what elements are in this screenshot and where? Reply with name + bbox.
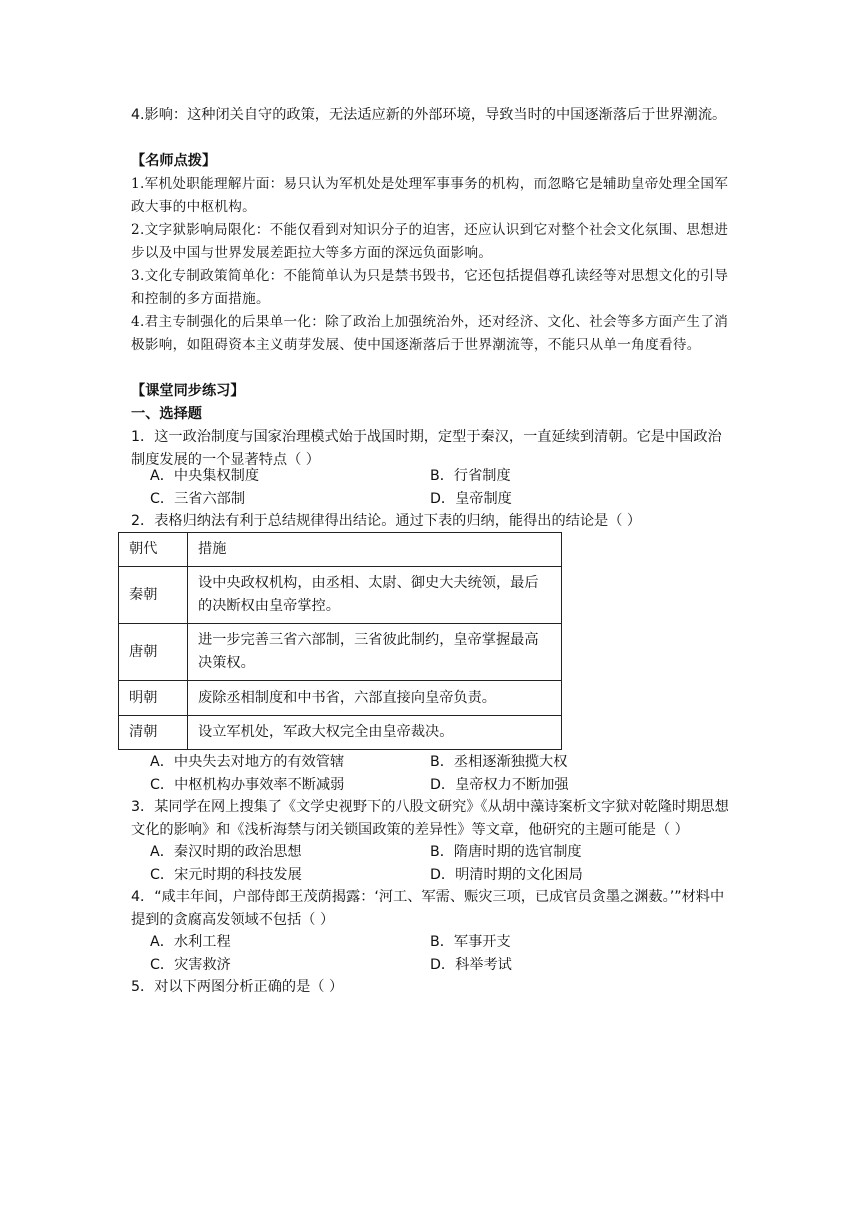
question-4-option-a: A．水利工程 — [150, 934, 231, 950]
question-3-stem: 3．某同学在网上搜集了《文学史视野下的八股文研究》《从胡中藻诗案析文字狱对乾隆时期思想文化的影响》和《浅析海禁与闭关锁国政策的差异性》等文章，他研究的主题可能是（ ） — [131, 799, 729, 838]
table-header-dynasty: 朝代 — [119, 533, 188, 567]
practice-heading: 【课堂同步练习】 — [131, 383, 245, 399]
question-4-stem: 4．“咸丰年间，户部侍郎王茂荫揭露：‘河工、军需、赈灾三项，已成官员贪墨之渊薮。’”材料中提到的贪腐高发领域不包括（ ） — [131, 889, 725, 928]
tip-item-1: 1.军机处职能理解片面：易只认为军机处是处理军事事务的机构，而忽略它是辅助皇帝处理全国军政大事的中枢机构。 — [131, 176, 729, 215]
question-1-option-a: A．中央集权制度 — [150, 468, 260, 484]
question-2-option-d: D．皇帝权力不断加强 — [430, 777, 569, 793]
question-2-option-a: A．中央失去对地方的有效管辖 — [150, 754, 345, 770]
table-cell-measure: 设中央政权机构，由丞相、太尉、御史大夫统领，最后的决断权由皇帝掌控。 — [188, 567, 562, 624]
table-header-row — [119, 533, 562, 567]
table-cell-dynasty: 唐朝 — [119, 624, 188, 681]
table-row — [119, 681, 562, 716]
influence-paragraph: 4.影响：这种闭关自守的政策，无法适应新的外部环境，导致当时的中国逐渐落后于世界潮流。 — [131, 107, 727, 123]
question-5-stem: 5．对以下两图分析正确的是（ ） — [131, 979, 344, 995]
table-header-measures: 措施 — [188, 533, 562, 567]
question-2-stem: 2．表格归纳法有利于总结规律得出结论。通过下表的归纳，能得出的结论是（ ） — [131, 513, 642, 529]
table-cell-measure: 废除丞相制度和中书省，六部直接向皇帝负责。 — [188, 681, 562, 716]
question-1-option-c: C．三省六部制 — [150, 491, 246, 507]
tip-item-4: 4.君主专制强化的后果单一化：除了政治上加强统治外，还对经济、文化、社会等多方面产生了消极影响，如阻碍资本主义萌芽发展、使中国逐渐落后于世界潮流等，不能只从单一角度看待。 — [131, 314, 729, 353]
table-cell-dynasty: 秦朝 — [119, 567, 188, 624]
question-2-option-b: B．丞相逐渐独揽大权 — [430, 754, 568, 770]
question-3-option-c: C．宋元时期的科技发展 — [150, 867, 302, 883]
question-3-option-d: D．明清时期的文化困局 — [430, 867, 583, 883]
table-row — [119, 716, 562, 750]
question-4-option-d: D．科举考试 — [430, 957, 512, 973]
section-title: 一、选择题 — [131, 406, 202, 422]
table-cell-dynasty: 明朝 — [119, 681, 188, 716]
tip-item-2: 2.文字狱影响局限化：不能仅看到对知识分子的迫害，还应认识到它对整个社会文化氛围、思想进步以及中国与世界发展差距拉大等多方面的深远负面影响。 — [131, 222, 729, 261]
table-row — [119, 567, 562, 624]
question-4-option-b: B．军事开支 — [430, 934, 511, 950]
question-2-option-c: C．中枢机构办事效率不断减弱 — [150, 777, 345, 793]
measures-table — [118, 532, 562, 750]
table-cell-dynasty: 清朝 — [119, 716, 188, 750]
table-cell-measure: 进一步完善三省六部制，三省彼此制约，皇帝掌握最高决策权。 — [188, 624, 562, 681]
tips-heading: 【名师点拨】 — [131, 153, 217, 169]
tip-item-3: 3.文化专制政策简单化：不能简单认为只是禁书毁书，它还包括提倡尊孔读经等对思想文化的引导和控制的多方面措施。 — [131, 268, 729, 307]
table-cell-measure: 设立军机处，军政大权完全由皇帝裁决。 — [188, 716, 562, 750]
question-3-option-b: B．隋唐时期的选官制度 — [430, 844, 582, 860]
question-1-stem: 1．这一政治制度与国家治理模式始于战国时期，定型于秦汉，一直延续到清朝。它是中国政治制度发展的一个显著特点（ ） — [131, 429, 722, 468]
question-3-option-a: A．秦汉时期的政治思想 — [150, 844, 302, 860]
question-1-option-d: D．皇帝制度 — [430, 491, 512, 507]
table-row — [119, 624, 562, 681]
question-4-option-c: C．灾害救济 — [150, 957, 231, 973]
question-1-option-b: B．行省制度 — [430, 468, 511, 484]
